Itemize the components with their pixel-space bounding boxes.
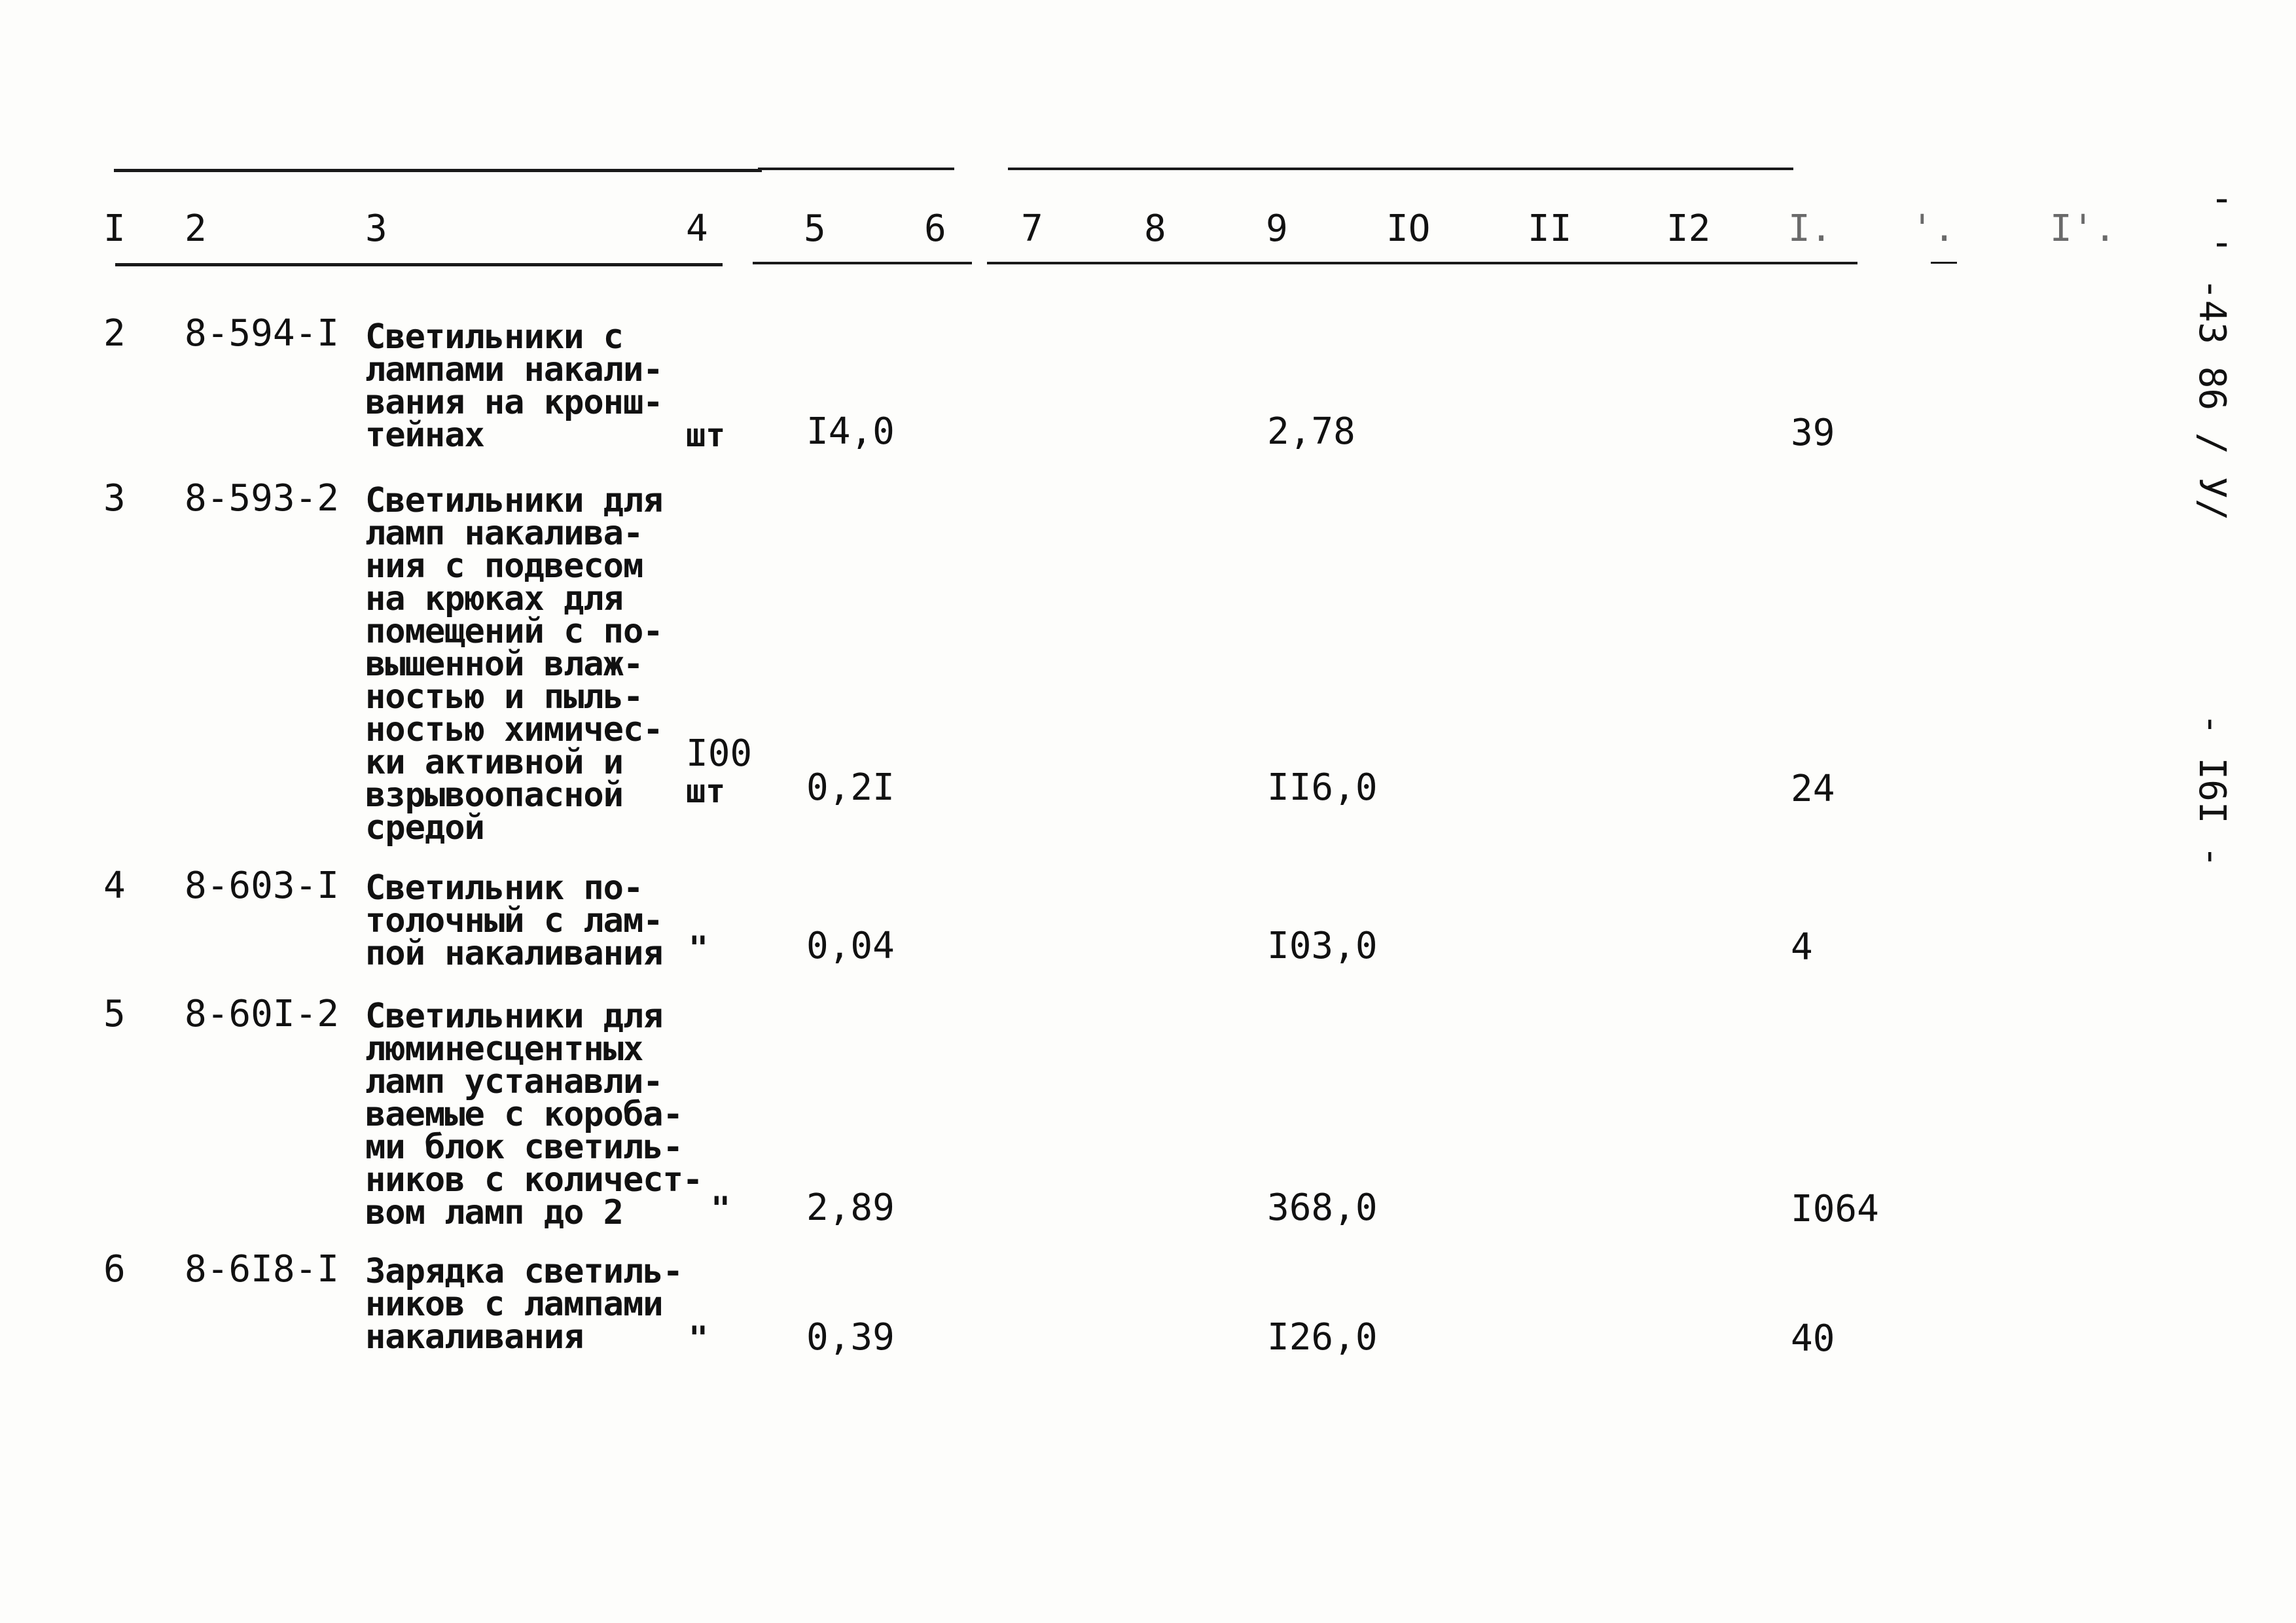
row-col5: 2,89 <box>806 1186 895 1229</box>
column-header-4: 4 <box>686 207 708 250</box>
row-col13: 24 <box>1791 768 1835 810</box>
column-header-13: I. <box>1788 207 1833 250</box>
header-rule-right <box>987 262 1857 264</box>
row-description: Зарядка светиль- ников с лампами накаливания <box>365 1252 683 1357</box>
row-code: 8-60I-2 <box>185 993 340 1035</box>
row-col13: 40 <box>1791 1317 1835 1360</box>
row-number: 5 <box>103 993 126 1035</box>
column-header-9: 9 <box>1266 207 1288 250</box>
top-rule-right <box>1008 168 1793 170</box>
header-rule-left <box>115 263 723 266</box>
column-header-15: I'. <box>2050 207 2117 250</box>
column-header-2: 2 <box>185 207 207 250</box>
header-rule-middle <box>753 262 972 264</box>
row-col13: 39 <box>1791 412 1835 454</box>
row-col13: I064 <box>1791 1188 1879 1230</box>
column-header-8: 8 <box>1144 207 1166 250</box>
row-unit: шт <box>686 772 726 810</box>
row-number: 4 <box>103 865 126 907</box>
column-header-5: 5 <box>804 207 826 250</box>
row-col9: I26,0 <box>1267 1316 1378 1359</box>
row-number: 2 <box>103 312 126 355</box>
row-code: 8-593-2 <box>185 477 340 520</box>
row-col5: 0,39 <box>806 1316 895 1359</box>
top-rule-middle <box>758 168 954 170</box>
row-code: 8-594-I <box>185 312 340 355</box>
column-header-7: 7 <box>1021 207 1043 250</box>
row-col9: 2,78 <box>1267 410 1355 453</box>
row-unit-ditto: " <box>711 1190 731 1228</box>
side-page-number: - I6I - <box>2191 713 2233 868</box>
row-col9: I03,0 <box>1267 925 1378 967</box>
row-description: Светильники для ламп накалива- ния с подвесом на крюках для помещений с по- вышенной влаж- ностью и пыль- ностью химичес- ки активной и взрывоопасной средой <box>365 481 663 847</box>
row-col13: 4 <box>1791 926 1813 969</box>
row-code: 8-603-I <box>185 865 340 907</box>
column-header-1: I <box>103 207 126 250</box>
row-description: Светильник по- толочный с лам- пой накаливания <box>365 868 663 973</box>
row-col9: 368,0 <box>1267 1186 1378 1229</box>
row-unit: шт <box>686 416 726 454</box>
row-unit-ditto: " <box>689 929 709 967</box>
column-header-6: 6 <box>924 207 946 250</box>
header-rule-far-right <box>1931 262 1957 264</box>
column-header-14: '. <box>1911 207 1956 250</box>
column-header-12: I2 <box>1666 207 1711 250</box>
column-header-11: II <box>1528 207 1572 250</box>
column-header-3: 3 <box>365 207 387 250</box>
row-code: 8-6I8-I <box>185 1248 340 1291</box>
row-number: 3 <box>103 477 126 520</box>
top-rule-left <box>114 169 762 172</box>
row-number: 6 <box>103 1248 126 1291</box>
row-col5: 0,2I <box>806 766 895 809</box>
row-col9: II6,0 <box>1267 766 1378 809</box>
column-header-10: IO <box>1386 207 1431 250</box>
row-description: Светильники с лампами накали- вания на кронш- тейнах <box>365 317 663 455</box>
row-col5: I4,0 <box>806 410 895 453</box>
row-unit-ditto: " <box>689 1319 709 1357</box>
row-col5: 0,04 <box>806 925 895 967</box>
side-document-code: ' ' -43 86 / У/ <box>2191 190 2233 521</box>
row-unit-count: I00 <box>686 732 753 775</box>
row-description: Светильники для люминесцентных ламп устанавли- ваемые с короба- ми блок светиль- ников с количест- вом ламп до 2 <box>365 997 703 1232</box>
